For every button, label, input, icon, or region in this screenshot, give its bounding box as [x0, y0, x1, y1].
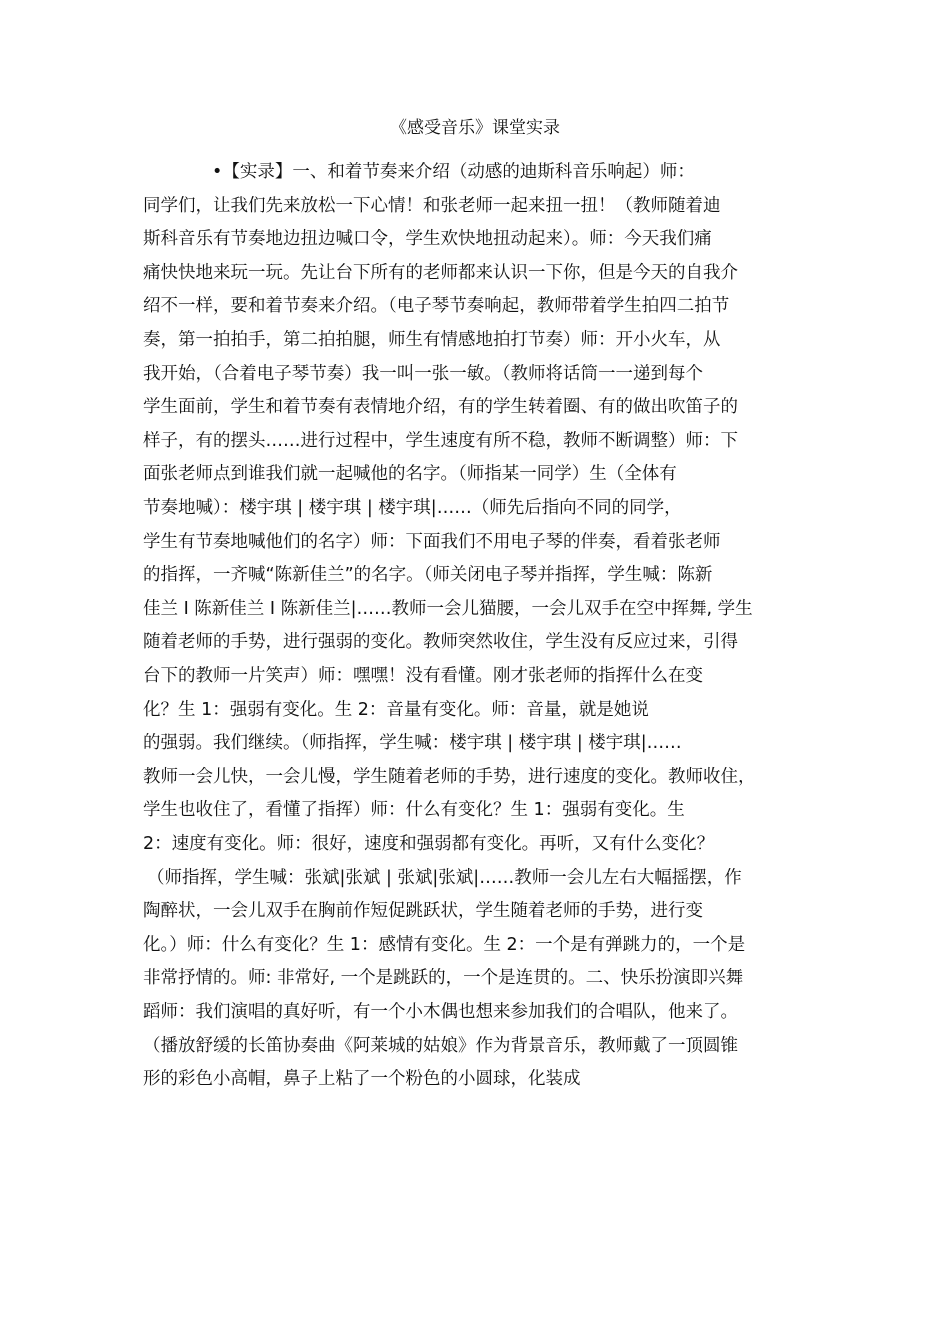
text-line: 教师一会儿快，一会儿慢，学生随着老师的手势，进行速度的变化。教师收住， — [143, 766, 756, 787]
text-line: 样子，有的摆头……进行过程中，学生速度有所不稳，教师不断调整）师：下 — [143, 430, 738, 451]
text-line: 的强弱。我们继续。（师指挥，学生喊：楼宇琪 | 楼宇琪 | 楼宇琪|…… — [143, 733, 682, 754]
text-line: 非常抒情的。师: 非常好, 一个是跳跃的，一个是连贯的。二、快乐扮演即兴舞 — [143, 968, 744, 989]
text-line: 同学们，让我们先来放松一下心情！和张老师一起来扭一扭！（教师随着迪 — [143, 195, 721, 216]
text-line: 化？生 1：强弱有变化。生 2：音量有变化。师：音量，就是她说 — [143, 699, 649, 720]
document-title: 《感受音乐》课堂实录 — [390, 118, 560, 138]
text-line: （播放舒缓的长笛协奏曲《阿莱城的姑娘》作为背景音乐，教师戴了一顶圆锥 — [143, 1035, 738, 1056]
text-line: 学生面前，学生和着节奏有表情地介绍，有的学生转着圈、有的做出吹笛子的 — [143, 397, 738, 418]
text-line: 陶醉状，一会儿双手在胸前作短促跳跃状，学生随着老师的手势，进行变 — [143, 901, 703, 922]
text-line: •【实录】一、和着节奏来介绍（动感的迪斯科音乐响起）师： — [212, 162, 695, 182]
text-line: 学生也收住了，看懂了指挥）师：什么有变化？生 1：强弱有变化。生 — [143, 800, 685, 821]
text-line: 奏，第一拍拍手，第二拍拍腿，师生有情感地拍打节奏）师：开小火车，从 — [143, 330, 721, 350]
text-line: 斯科音乐有节奏地边扭边喊口令，学生欢快地扭动起来）。师：今天我们痛 — [143, 229, 712, 250]
text-line: 化。）师：什么有变化？生 1：感情有变化。生 2：一个是有弹跳力的，一个是 — [143, 934, 746, 955]
text-line: 佳兰 I 陈新佳兰 I 陈新佳兰|……教师一会儿猫腰，一会儿双手在空中挥舞, 学生 — [143, 598, 753, 619]
text-line: 学生有节奏地喊他们的名字）师：下面我们不用电子琴的伴奏，看着张老师 — [143, 531, 721, 552]
text-line: 2：速度有变化。师：很好，速度和强弱都有变化。再听，又有什么变化？ — [143, 834, 715, 854]
text-line: 节奏地喊）：楼宇琪 | 楼宇琪 | 楼宇琪|……（师先后指向不同的同学， — [143, 498, 682, 518]
text-line: 面张老师点到谁我们就一起喊他的名字。（师指某一同学）生（全体有 — [143, 464, 677, 485]
text-line: 随着老师的手势，进行强弱的变化。教师突然收住，学生没有反应过来，引得 — [143, 632, 738, 653]
text-line: 台下的教师一片笑声）师：嘿嘿！没有看懂。刚才张老师的指挥什么在变 — [143, 666, 703, 686]
text-line: 形的彩色小高帽，鼻子上粘了一个粉色的小圆球，化装成 — [143, 1069, 581, 1090]
text-line: （师指挥，学生喊：张斌|张斌 | 张斌|张斌|……教师一会儿左右大幅摇摆，作 — [147, 867, 742, 888]
text-line: 痛快快地来玩一玩。先让台下所有的老师都来认识一下你，但是今天的自我介 — [143, 262, 738, 283]
text-line: 绍不一样，要和着节奏来介绍。（电子琴节奏响起，教师带着学生拍四二拍节 — [143, 296, 730, 317]
text-line: 的指挥，一齐喊“陈新佳兰”的名字。（师关闭电子琴并指挥，学生喊：陈新 — [143, 565, 713, 586]
text-line: 我开始，（合着电子琴节奏）我一叫一张一敏。（教师将话筒一一递到每个 — [143, 363, 703, 384]
text-line: 蹈师：我们演唱的真好听，有一个小木偶也想来参加我们的合唱队，他来了。 — [143, 1002, 738, 1022]
